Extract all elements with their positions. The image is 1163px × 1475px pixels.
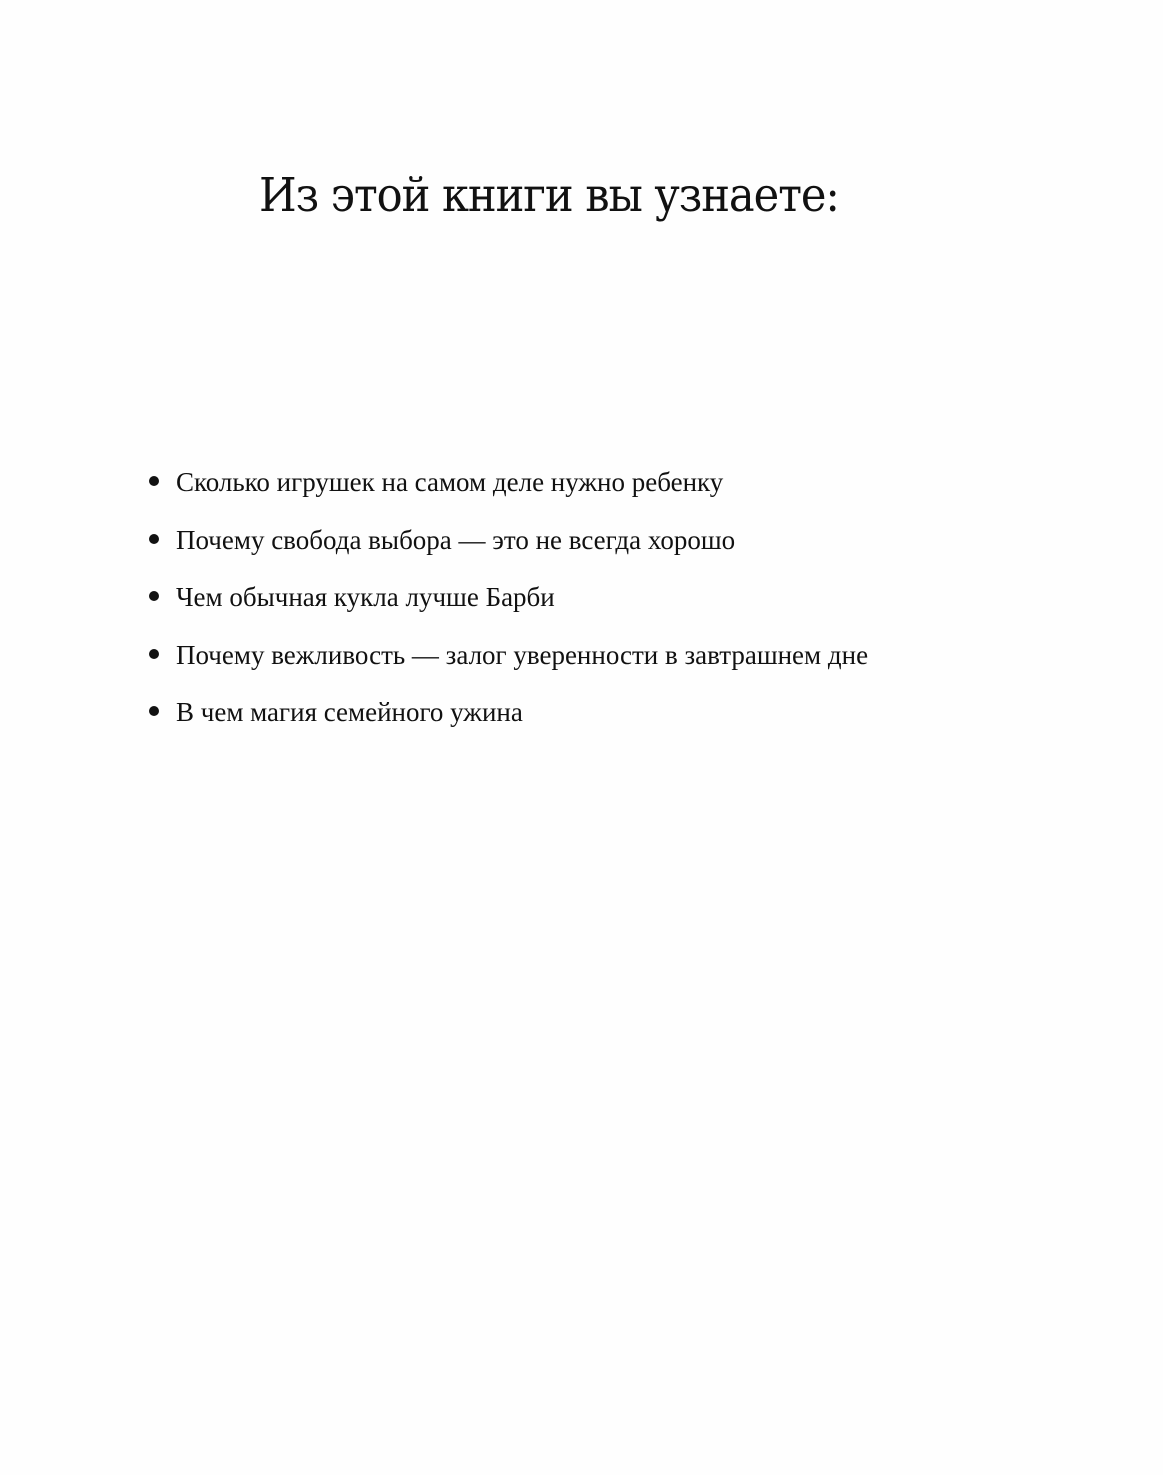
list-item-text: Сколько игрушек на самом деле нужно ребенку bbox=[176, 467, 724, 497]
page-title: Из этой книги вы узнаете: bbox=[259, 168, 839, 223]
bullet-icon bbox=[149, 534, 159, 544]
list-item-text: Чем обычная кукла лучше Барби bbox=[176, 582, 555, 612]
bullet-icon bbox=[149, 706, 159, 716]
bullet-icon bbox=[149, 649, 159, 659]
list-item-text: Почему вежливость — залог уверенности в завтрашнем дне bbox=[176, 639, 869, 670]
bullet-icon bbox=[149, 476, 159, 486]
list-item-text: Почему свобода выбора — это не всегда хорошо bbox=[176, 524, 736, 555]
list-item-text: В чем магия семейного ужина bbox=[176, 697, 523, 727]
bullet-icon bbox=[149, 591, 159, 601]
